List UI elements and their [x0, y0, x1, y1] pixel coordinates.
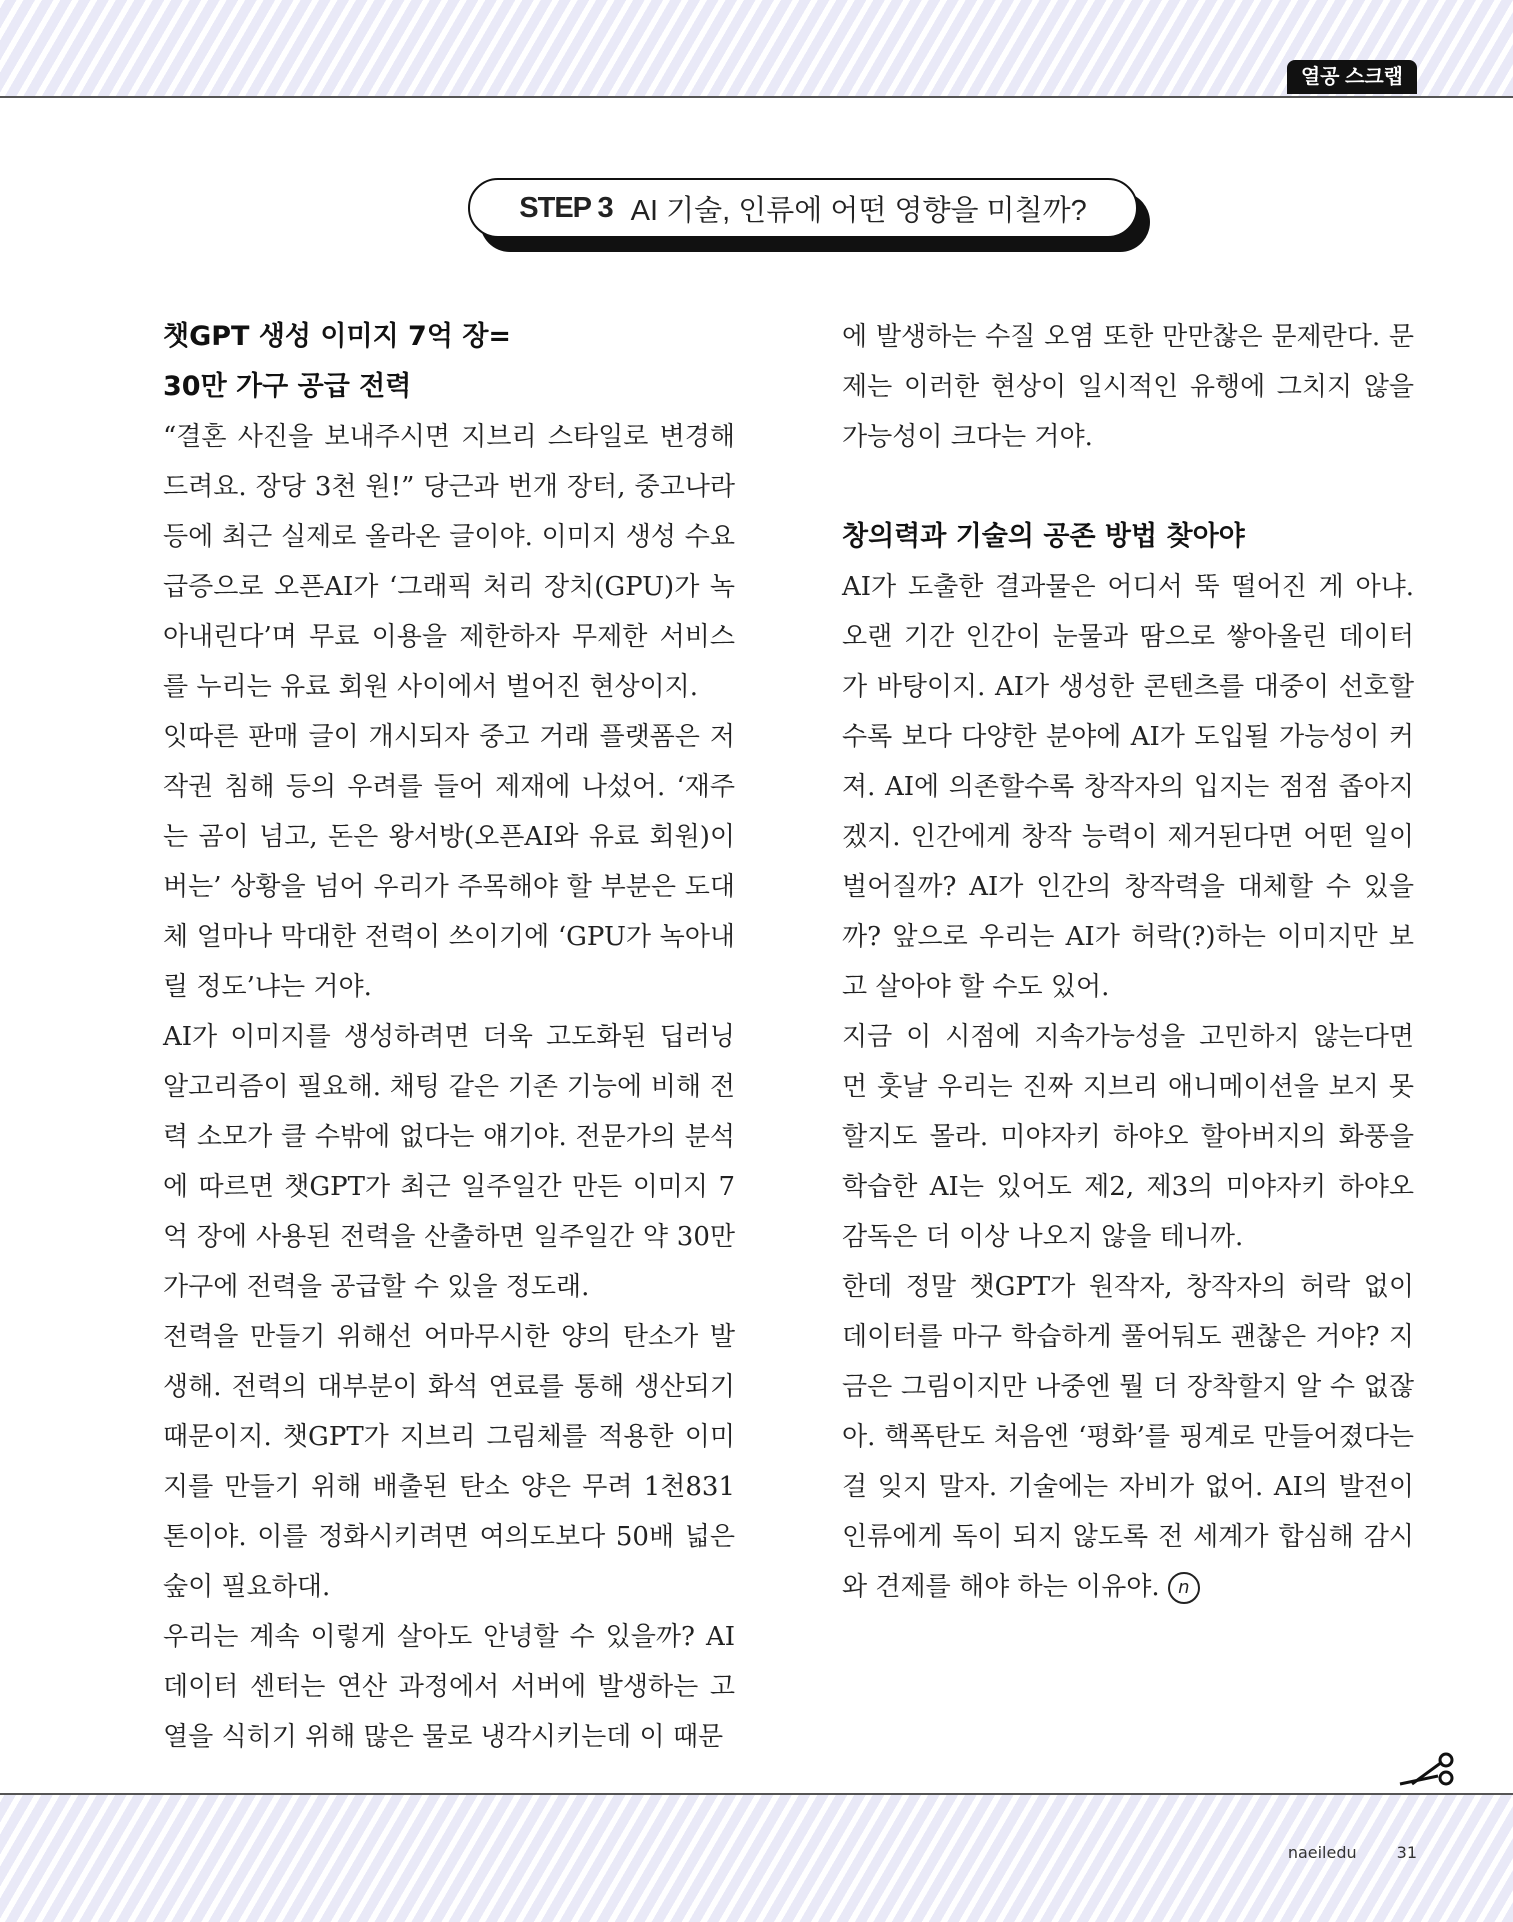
page-number: 31 [1396, 1843, 1417, 1862]
left-column [163, 312, 735, 1762]
right-column [842, 312, 1414, 1612]
left-paragraph-4: 전력을 만들기 위해선 어마무시한 양의 탄소가 발생해. 전력의 대부분이 화석 연료를 통해 생산되기 때문이지. 챗GPT가 지브리 그림체를 적용한 이미지를 만들기 위해 배출된 탄소 양은 무려 1천831톤이야. 이를 정화시키려면 여의도보다 50배 넓은 숲이 필요하대. [163, 1322, 735, 1602]
right-paragraph-4-text: 한데 정말 챗GPT가 원작자, 창작자의 허락 없이 데이터를 마구 학습하게 풀어둬도 괜찮은 거야? 지금은 그림이지만 나중엔 뭘 더 장착할지 알 수 없잖아. 핵폭탄도 처음엔 ‘평화’를 핑계로 만들어졌다는 걸 잊지 말자. 기술에는 자비가 없어. AI의 발전이 인류에게 독이 되지 않도록 전 세계가 합심해 감시와 견제를 해야 하는 이유야. [842, 1272, 1414, 1602]
step-number: STEP 3 [519, 191, 613, 224]
left-paragraph-5: 우리는 계속 이렇게 살아도 안녕할 수 있을까? AI 데이터 센터는 연산 과정에서 서버에 발생하는 고열을 식히기 위해 많은 물로 냉각시키는데 이 때문 [163, 1622, 735, 1752]
right-paragraph-4 [842, 1262, 1414, 1612]
right-heading: 창의력과 기술의 공존 방법 찾아야 [842, 521, 1245, 552]
right-paragraph-2: AI가 도출한 결과물은 어디서 뚝 떨어진 게 아냐. 오랜 기간 인간이 눈물과 땀으로 쌓아올린 데이터가 바탕이지. AI가 생성한 콘텐츠를 대중이 선호할수록 보다 다양한 분야에 AI가 도입될 가능성이 커져. AI에 의존할수록 창작자의 입지는 점점 좁아지겠지. 인간에게 창작 능력이 제거된다면 어떤 일이 벌어질까? AI가 인간의 창작력을 대체할 수 있을까? 앞으로 우리는 AI가 허락(?)하는 이미지만 보고 살아야 할 수도 있어. [842, 572, 1414, 1002]
left-heading-line2: 30만 가구 공급 전력 [163, 371, 412, 402]
footer-stripe [0, 1793, 1513, 1922]
step-title: AI 기술, 인류에 어떤 영향을 미칠까? [630, 194, 1087, 227]
right-paragraph-3: 지금 이 시점에 지속가능성을 고민하지 않는다면 먼 훗날 우리는 진짜 지브리 애니메이션을 보지 못할지도 몰라. 미야자키 하야오 할아버지의 화풍을 학습한 AI는 있어도 제2, 제3의 미야자키 하야오 감독은 더 이상 나오지 않을 테니까. [842, 1022, 1414, 1252]
step-banner [468, 178, 1138, 238]
section-spacer [842, 462, 1414, 512]
footer-site: naeiledu [1287, 1843, 1357, 1862]
scissors-icon [1398, 1750, 1462, 1794]
left-paragraph-3: AI가 이미지를 생성하려면 더욱 고도화된 딥러닝 알고리즘이 필요해. 채팅 같은 기존 기능에 비해 전력 소모가 클 수밖에 없다는 얘기야. 전문가의 분석에 따르면 챗GPT가 최근 일주일간 만든 이미지 7억 장에 사용된 전력을 산출하면 일주일간 약 30만 가구에 전력을 공급할 수 있을 정도래. [163, 1022, 735, 1302]
left-paragraph-1: “결혼 사진을 보내주시면 지브리 스타일로 변경해드려요. 장당 3천 원!” 당근과 번개 장터, 중고나라 등에 최근 실제로 올라온 글이야. 이미지 생성 수요 급증으로 오픈AI가 ‘그래픽 처리 장치(GPU)가 녹아내린다’며 무료 이용을 제한하자 무제한 서비스를 누리는 유료 회원 사이에서 벌어진 현상이지. [163, 422, 735, 702]
article-end-mark-icon: n [1168, 1572, 1200, 1604]
section-tag: 열공 스크랩 [1287, 60, 1417, 94]
left-paragraph-2: 잇따른 판매 글이 개시되자 중고 거래 플랫폼은 저작권 침해 등의 우려를 들어 제재에 나섰어. ‘재주는 곰이 넘고, 돈은 왕서방(오픈AI와 유료 회원)이 버는’ 상황을 넘어 우리가 주목해야 할 부분은 도대체 얼마나 막대한 전력이 쓰이기에 ‘GPU가 녹아내릴 정도’냐는 거야. [163, 722, 735, 1002]
right-paragraph-1: 에 발생하는 수질 오염 또한 만만찮은 문제란다. 문제는 이러한 현상이 일시적인 유행에 그치지 않을 가능성이 크다는 거야. [842, 322, 1414, 452]
page-footer [1288, 1843, 1417, 1862]
left-heading-line1: 챗GPT 생성 이미지 7억 장= [163, 321, 512, 352]
